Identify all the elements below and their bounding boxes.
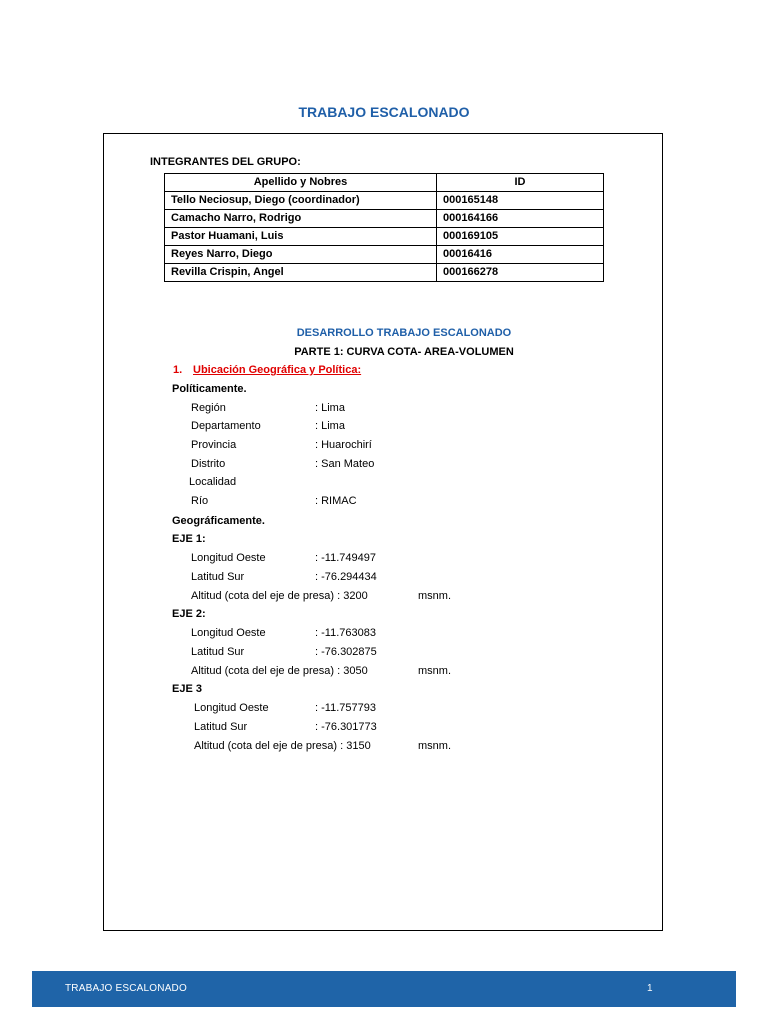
members-table bbox=[164, 173, 604, 282]
field-label-departamento: Departamento bbox=[191, 420, 261, 432]
table-row bbox=[165, 192, 604, 210]
column-header-name: Apellido y Nobres bbox=[165, 174, 437, 192]
axis-3-latitude-label: Latitud Sur bbox=[194, 721, 248, 733]
column-header-id: ID bbox=[437, 174, 604, 192]
political-heading: Políticamente. bbox=[172, 383, 247, 395]
axis-3-longitude-label: Longitud Oeste bbox=[194, 702, 269, 714]
field-label-provincia: Provincia bbox=[191, 439, 237, 451]
part-title: PARTE 1: CURVA COTA- AREA-VOLUMEN bbox=[294, 346, 514, 358]
axis-3-name: EJE 3 bbox=[172, 683, 202, 695]
members-heading: INTEGRANTES DEL GRUPO: bbox=[150, 156, 301, 168]
axis-2-altitude: Altitud (cota del eje de presa) : 3050 bbox=[191, 665, 368, 677]
member-name: Pastor Huamani, Luis bbox=[165, 228, 437, 246]
geographic-heading: Geográficamente. bbox=[172, 515, 265, 527]
axis-3-longitude-value: : -11.757793 bbox=[315, 702, 376, 714]
axis-3-altitude: Altitud (cota del eje de presa) : 3150 bbox=[194, 740, 371, 752]
item-title: Ubicación Geográfica y Política: bbox=[193, 364, 362, 376]
item-heading bbox=[173, 364, 361, 376]
document-title: TRABAJO ESCALONADO bbox=[298, 104, 470, 120]
axis-1-longitude-value: : -11.749497 bbox=[315, 552, 376, 564]
axis-1-altitude: Altitud (cota del eje de presa) : 3200 bbox=[191, 590, 368, 602]
member-id: 000166278 bbox=[437, 264, 604, 282]
axis-1-name: EJE 1: bbox=[172, 533, 206, 545]
member-id: 000169105 bbox=[437, 228, 604, 246]
field-value-provincia: : Huarochirí bbox=[315, 439, 372, 451]
axis-1-altitude-unit: msnm. bbox=[418, 590, 451, 602]
field-label-region: Región bbox=[191, 402, 226, 414]
axis-3-latitude-value: : -76.301773 bbox=[315, 721, 377, 733]
page-footer bbox=[32, 971, 736, 1007]
table-row bbox=[165, 210, 604, 228]
field-value-rio: : RIMAC bbox=[315, 495, 357, 507]
axis-1-longitude-label: Longitud Oeste bbox=[191, 552, 266, 564]
field-value-departamento: : Lima bbox=[315, 420, 345, 432]
axis-2-latitude-value: : -76.302875 bbox=[315, 646, 377, 658]
table-row bbox=[165, 264, 604, 282]
axis-3-altitude-unit: msnm. bbox=[418, 740, 451, 752]
page-number: 1 bbox=[647, 983, 653, 994]
section-title: DESARROLLO TRABAJO ESCALONADO bbox=[296, 327, 512, 339]
member-name: Camacho Narro, Rodrigo bbox=[165, 210, 437, 228]
axis-2-longitude-value: : -11.763083 bbox=[315, 627, 376, 639]
member-name: Reyes Narro, Diego bbox=[165, 246, 437, 264]
table-header-row bbox=[165, 174, 604, 192]
field-label-rio: Río bbox=[191, 495, 209, 507]
axis-2-name: EJE 2: bbox=[172, 608, 206, 620]
axis-2-longitude-label: Longitud Oeste bbox=[191, 627, 266, 639]
member-id: 00016416 bbox=[437, 246, 604, 264]
member-id: 000165148 bbox=[437, 192, 604, 210]
member-name: Revilla Crispin, Angel bbox=[165, 264, 437, 282]
table-row bbox=[165, 228, 604, 246]
axis-2-altitude-unit: msnm. bbox=[418, 665, 451, 677]
field-label-distrito: Distrito bbox=[191, 458, 226, 470]
field-label-localidad: Localidad bbox=[189, 476, 237, 488]
item-number: 1. bbox=[173, 364, 183, 376]
footer-title: TRABAJO ESCALONADO bbox=[65, 983, 187, 994]
field-value-region: : Lima bbox=[315, 402, 345, 414]
table-row bbox=[165, 246, 604, 264]
member-id: 000164166 bbox=[437, 210, 604, 228]
axis-1-latitude-label: Latitud Sur bbox=[191, 571, 245, 583]
axis-2-latitude-label: Latitud Sur bbox=[191, 646, 245, 658]
axis-1-latitude-value: : -76.294434 bbox=[315, 571, 377, 583]
member-name: Tello Neciosup, Diego (coordinador) bbox=[165, 192, 437, 210]
field-value-distrito: : San Mateo bbox=[315, 458, 375, 470]
